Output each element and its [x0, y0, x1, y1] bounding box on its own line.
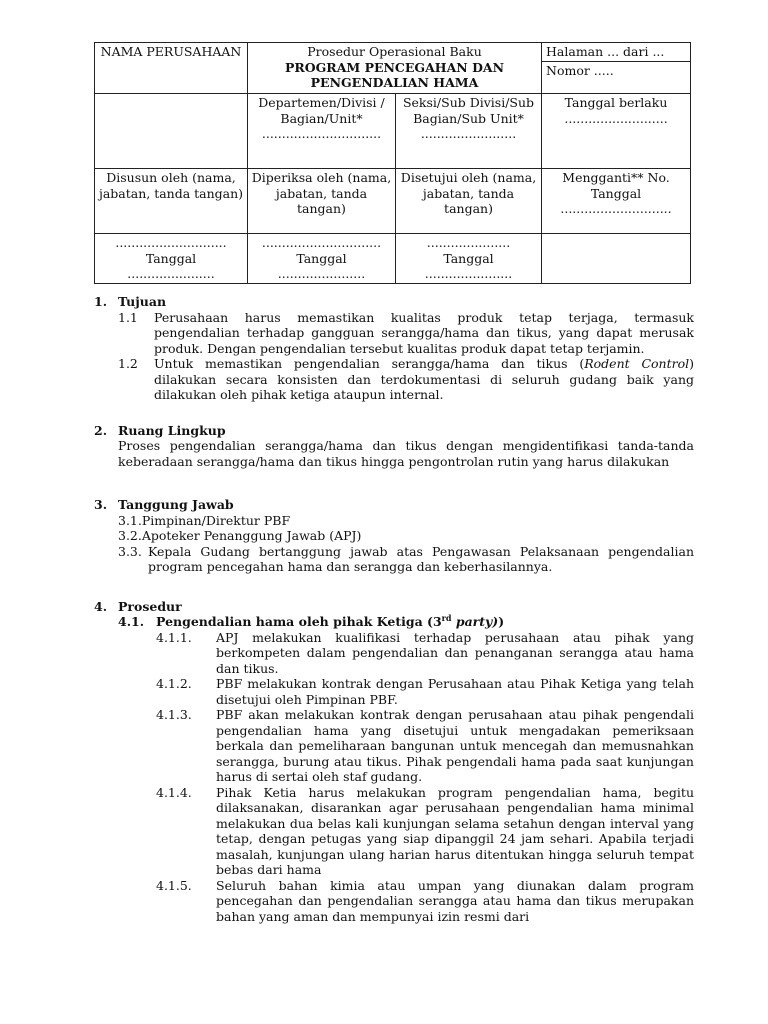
- date-label-3: Tanggal: [443, 250, 494, 266]
- item-text: Perusahaan harus memastikan kualitas produk tetap terjaga, termasuk pengendalian terhadap gangguan serangga/hama dan tikus, yang dapat merusak produk. Dengan pengendalian tersebut kualitas produk dapat tetap terjamin.: [154, 309, 694, 356]
- page-count: Halaman ... dari ...: [542, 43, 690, 62]
- program-title-cell: [248, 43, 542, 94]
- signature-dots-3: .....................: [426, 235, 511, 250]
- item-number: 4.1.1.: [156, 629, 192, 645]
- section-label: Seksi/Sub Divisi/Sub Bagian/Sub Unit*: [402, 95, 535, 126]
- section-title: Prosedur: [118, 598, 182, 614]
- effective-date-label: Tanggal berlaku: [564, 95, 668, 110]
- section-heading: [94, 294, 694, 310]
- list-item: [94, 676, 694, 707]
- date-label-1: Tanggal: [145, 250, 197, 266]
- document-body: [94, 294, 694, 924]
- section-dots: ........................: [420, 126, 517, 141]
- section-paragraph: Proses pengendalian serangga/hama dan tikus dengan mengidentifikasi tanda-tanda keberadaan serangga/hama dan tikus hingga pengontrolan rutin yang harus dilakukan: [118, 438, 694, 469]
- signature-dots-1: ............................: [115, 235, 227, 250]
- item-text: [154, 356, 694, 403]
- item-text: Kepala Gudang bertanggung jawab atas Pengawasan Pelaksanaan pengendalian program pencegahan hama dan serangga dan keberhasilannya.: [148, 543, 694, 574]
- list-item: 3.1.Pimpinan/Direktur PBF: [118, 512, 291, 528]
- section-heading: [94, 599, 694, 615]
- program-title: PROGRAM PENCEGAHAN DAN PENGENDALIAN HAMA: [284, 59, 505, 90]
- item-text: Pihak Ketia harus melakukan program pengendalian hama, begitu dilaksanakan, disarankan agar perusahaan pengendalian hama minimal melakukan dua belas kali kunjungan selama setahun dengan interval yang tetap, dengan petugas yang siap dipanggil 24 jam sehari. Apabila terjadi masalah, kunjungan ulang harian harus ditentukan hingga seluruh tempat bebas dari hama: [216, 784, 694, 877]
- signature-cell-3: [396, 234, 542, 284]
- document-number: Nomor .....: [546, 63, 614, 78]
- department-dots: ..............................: [261, 126, 382, 141]
- item-number: 4.1.2.: [156, 676, 192, 691]
- list-item: [94, 356, 694, 403]
- list-item: 3.2.Apoteker Penanggung Jawab (APJ): [118, 528, 362, 543]
- section-cell: [396, 94, 542, 169]
- date-label-2: Tanggal: [296, 250, 347, 266]
- approved-by: Disetujui oleh (nama, jabatan, tanda tangan): [400, 170, 537, 216]
- item-number: 4.1.3.: [156, 707, 192, 722]
- sop-label: Prosedur Operasional Baku: [307, 44, 482, 59]
- effective-date-dots: ..........................: [564, 110, 668, 126]
- section-heading: [94, 423, 694, 439]
- checked-by-cell: [248, 169, 396, 234]
- replaces-dots: ............................: [560, 201, 672, 216]
- item-text: PBF melakukan kontrak dengan Perusahaan atau Pihak Ketiga yang telah disetujui oleh Pimpinan PBF.: [216, 676, 694, 707]
- sop-header-table: [94, 42, 691, 284]
- section-procedure: [94, 599, 694, 925]
- list-item: [94, 785, 694, 878]
- replaces-date: Tanggal: [590, 185, 642, 201]
- list-item: [94, 878, 694, 925]
- checked-by: Diperiksa oleh (nama, jabatan, tanda tangan): [251, 170, 392, 216]
- section-title: Ruang Lingkup: [118, 422, 226, 438]
- list-item: [94, 310, 694, 357]
- approved-by-cell: [396, 169, 542, 234]
- blank-cell: [95, 94, 248, 169]
- section-heading: [94, 497, 694, 513]
- subsection-heading: [94, 614, 694, 630]
- page-number-cell: [542, 43, 691, 94]
- department-cell: [248, 94, 396, 169]
- replaces-label: Mengganti** No.: [562, 170, 670, 185]
- company-name-cell: [95, 43, 248, 94]
- subsection-title-sup: rd: [441, 612, 452, 623]
- item-text: Seluruh bahan kimia atau umpan yang diunakan dalam program pencegahan dan pengendalian serangga atau hama dan tikus merupakan bahan yang aman dan mempunyai izin resmi dari: [216, 877, 694, 924]
- signature-dots-2: ..............................: [261, 235, 382, 250]
- department-label: Departemen/Divisi / Bagian/Unit*: [258, 95, 385, 126]
- subsection-title: Pengendalian hama oleh pihak Ketiga (3rd party)): [156, 612, 505, 629]
- item-number: 1.1: [118, 309, 138, 325]
- list-item: [94, 630, 694, 677]
- effective-date-cell: [542, 94, 691, 169]
- prepared-by-cell: [95, 169, 248, 234]
- section-scope: [94, 423, 694, 470]
- signature-cell-2: [248, 234, 396, 284]
- company-name: NAMA PERUSAHAAN: [100, 44, 242, 59]
- signature-cell-1: [95, 234, 248, 284]
- item-number: 1.2: [118, 356, 138, 371]
- replaces-cell: [542, 169, 691, 234]
- subsection-title-pre: Pengendalian hama oleh pihak Ketiga (3: [156, 614, 442, 629]
- item-number: 3.3.: [118, 543, 142, 559]
- prepared-by: Disusun oleh (nama, jabatan, tanda tangan): [98, 170, 244, 201]
- list-item: [94, 544, 694, 575]
- section-responsibility: [94, 497, 694, 575]
- item-text-pre: Untuk memastikan pengendalian serangga/hama dan tikus (: [154, 356, 585, 371]
- list-item: [94, 707, 694, 785]
- item-text: APJ melakukan kualifikasi terhadap perusahaan atau pihak yang berkompeten dalam pengendalian dan penanganan serangga atau hama dan tikus.: [216, 629, 694, 676]
- section-number: 1.: [94, 294, 108, 309]
- section-number: 4.: [94, 598, 108, 614]
- date-dots-3: ......................: [424, 266, 513, 281]
- item-number: 4.1.4.: [156, 784, 192, 800]
- section-purpose: [94, 294, 694, 403]
- subsection-number: 4.1.: [118, 614, 145, 629]
- section-title: Tujuan: [118, 294, 167, 309]
- item-text-post: ) dilakukan secara konsisten dan terdokumentasi di seluruh gudang baik yang dilakukan oleh pihak ketiga ataupun internal.: [154, 356, 695, 402]
- item-text-italic: Rodent Control: [584, 356, 690, 371]
- section-number: 2.: [94, 422, 108, 438]
- item-text: PBF akan melakukan kontrak dengan perusahaan atau pihak pengendali pengendalian hama yang disetujui untuk mengadakan pemeriksaan berkala dan pemeliharaan bangunan untuk mencegah dan memusnahkan serangga, burung atau tikus. Pihak pengendali hama pada saat kunjungan harus di sertai oleh staf gudang.: [216, 707, 694, 784]
- subsection-title-post: party): [451, 614, 499, 629]
- date-dots-2: ......................: [277, 266, 366, 281]
- date-dots-1: ......................: [127, 266, 215, 281]
- signature-cell-4: [542, 234, 691, 284]
- section-title: Tanggung Jawab: [118, 497, 234, 512]
- item-number: 4.1.5.: [156, 877, 192, 893]
- section-number: 3.: [94, 497, 108, 512]
